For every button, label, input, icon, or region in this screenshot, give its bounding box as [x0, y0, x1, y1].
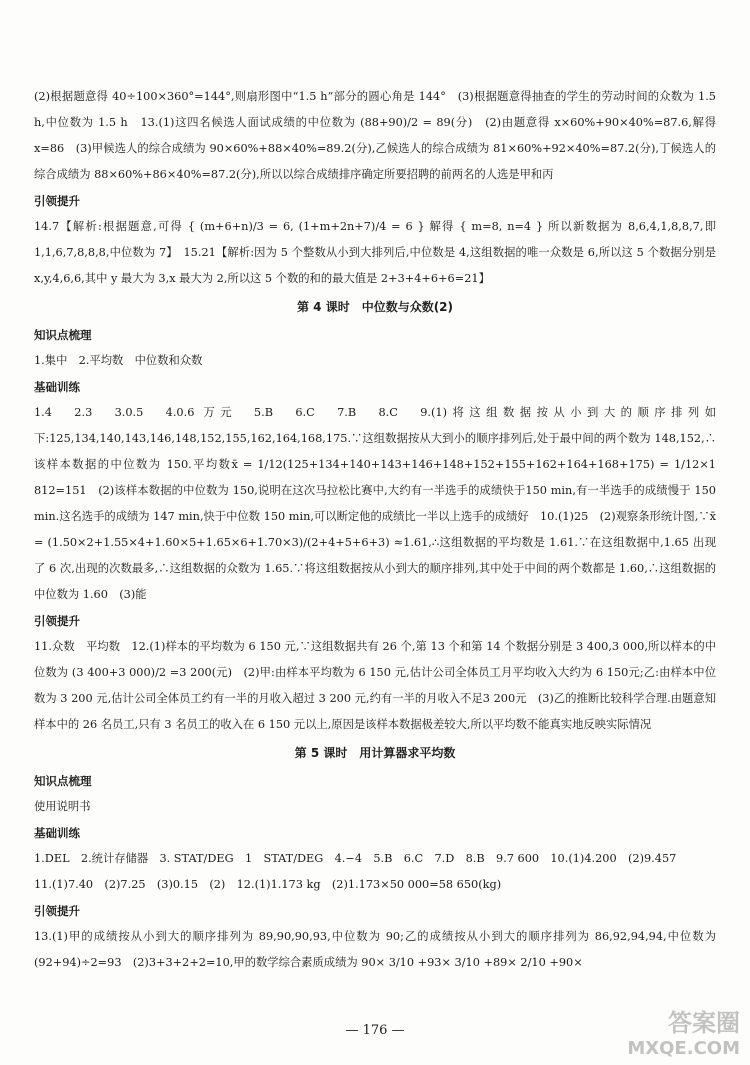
paragraph: 11.众数 平均数 12.(1)样本的平均数为 6 150 元,∵这组数据共有 26 个,第 13 个和第 14 个数据分别是 3 400,3 000,所以样本的中位数为 (3 400+3 000)/2 =3 200(元) (2)甲:由样本平均数为 6 150 元,估计公司全体员工月平均收入大约为 6 150元;乙:由样本中位数为 3 200 元,估计公司全体员工约有一半的月收入超过 3 200 元,约有一半的月收入不足3 200元 (3)乙的推断比较科学合理.由题意知样本中的 26 名员工,只有 3 名员工的收入在 6 150 元以上,原因是该样本数据极差较大,所以平均数不能真实地反映实际情况 — [34, 640, 716, 731]
heading-zhishidian-2: 知识点梳理 — [34, 774, 92, 788]
watermark-logo — [627, 1010, 740, 1062]
heading-jichu-2: 基础训练 — [34, 826, 80, 840]
page-number: — 176 — — [345, 1023, 405, 1038]
heading-zhishidian-1: 知识点梳理 — [34, 328, 92, 342]
paragraph: 1.集中 2.平均数 中位数和众数 — [34, 354, 203, 367]
paragraph: 使用说明书 — [34, 800, 91, 813]
paragraph: 13.(1)甲的成绩按从小到大的顺序排列为 89,90,90,93,中位数为 90;乙的成绩按从小到大的顺序排列为 86,92,94,94,中位数为(92+94)÷2=93 (2)3+3+2+2=10,甲的数学综合素质成绩为 90× 3/10 +93× 3/10 +89× 2/10 +90× — [34, 930, 716, 969]
watermark-line1: 答案圈 — [668, 1009, 740, 1037]
heading-yinling-2: 引领提升 — [34, 614, 80, 628]
paragraph: (2)根据题意得 40÷100×360°=144°,则扇形图中“1.5 h”部分的圆心角是 144° (3)根据题意得抽查的学生的劳动时间的众数为 1.5 h,中位数为 1.5 h 13.(1)这四名候选人面试成绩的中位数为 (88+90)/2 = 89(分) (2)由题意得 x×60%+90×40%=87.6,解得 x=86 (3)甲候选人的综合成绩为 90×60%+88×40%=89.2(分),乙候选人的综合成绩为 81×60%+92×40%=87.2(分),丁候选人的综合成绩为 88×60%+86×40%=87.2(分),所以以综合成绩排序确定所要招聘的前两名的人选是甲和丙 — [34, 90, 716, 181]
watermark-line2: MXQE.COM — [627, 1038, 740, 1059]
paragraph: 1.DEL 2.统计存储器 3. STAT/DEG 1 STAT/DEG 4.−4 5.B 6.C 7.D 8.B 9.7 600 10.(1)4.200 (2)9.457 — [34, 852, 677, 865]
paragraph: 14.7【解析:根据题意,可得 { (m+6+n)/3 = 6, (1+m+2n+7)/4 = 6 } 解得 { m=8, n=4 } 所以新数据为 8,6,4,1,8,8,7,即 1,1,6,7,8,8,8,中位数为 7】 15.21【解析:因为 5 个整数从小到大排列后,中位数是 4,这组数据的唯一众数是 6,所以这 5 个数据分别是 x,y,4,6,6,其中 y 最大为 3,x 最大为 2,所以这 5 个数的和的最大值是 2+3+4+6+6=21】 — [34, 220, 716, 285]
section-title-lesson-4: 第 4 课时 中位数与众数(2) — [296, 300, 454, 314]
heading-yinling-1: 引领提升 — [34, 194, 80, 208]
heading-jichu-1: 基础训练 — [34, 380, 80, 394]
section-title-lesson-5: 第 5 课时 用计算器求平均数 — [294, 746, 456, 760]
heading-yinling-3: 引领提升 — [34, 904, 80, 918]
answer-page-content — [34, 84, 716, 976]
paragraph: 1.4 2.3 3.0.5 4.0.6 万元 5.B 6.C 7.B 8.C 9.(1)将这组数据按从小到大的顺序排列如下:125,134,140,143,146,148,152,155,162,164,168,175.∵这组数据按从大到小的顺序排列后,处于最中间的两个数为 148,152,∴该样本数据的中位数为 150.平均数x̄ = 1/12(125+134+140+143+146+148+152+155+162+164+168+175) = 1/12×1 812=151 (2)该样本数据的中位数为 150,说明在这次马拉松比赛中,大约有一半选手的成绩快于150 min,有一半选手的成绩慢于 150 min.这名选手的成绩为 147 min,快于中位数 150 min,可以断定他的成绩比一半以上选手的成绩好 10.(1)25 (2)观察条形统计图,∵x̄ = (1.50×2+1.55×4+1.60×5+1.65×6+1.70×3)/(2+4+5+6+3) ≈1.61,∴这组数据的平均数是 1.61.∵在这组数据中,1.65 出现了 6 次,出现的次数最多,∴这组数据的众数为 1.65.∵将这组数据按从小到大的顺序排列,其中处于中间的两个数都是 1.60,∴这组数据的中位数为 1.60 (3)能 — [34, 406, 716, 601]
paragraph: 11.(1)7.40 (2)7.25 (3)0.15 (2) 12.(1)1.173 kg (2)1.173×50 000=58 650(kg) — [34, 878, 502, 891]
